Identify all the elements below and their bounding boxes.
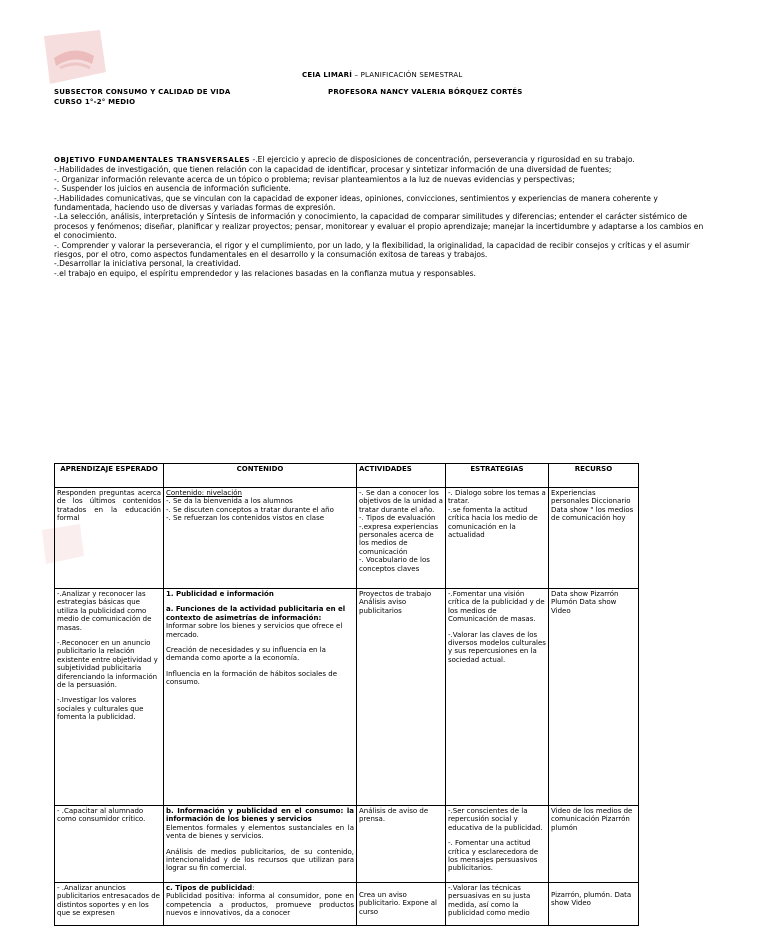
contenido-line: -. Se refuerzan los contenidos vistos en clase — [166, 514, 325, 523]
header-contenido: CONTENIDO — [164, 464, 357, 488]
objetivo-item: -.el trabajo en equipo, el espíritu emprendedor y las relaciones basadas en la confianza mutua y responsables. — [54, 268, 476, 278]
objetivo-item: -. Suspender los juicios en ausencia de información suficiente. — [54, 184, 291, 194]
cell-aprendizaje: Responden preguntas acerca de los últimos contenidos tratados en la educación formal — [55, 488, 164, 589]
cell-contenido — [164, 488, 357, 589]
subsector-label: SUBSECTOR CONSUMO Y CALIDAD DE VIDA — [54, 88, 231, 96]
cell-recurso: Experiencias personales Diccionario Data show " los medios de comunicación hoy — [549, 488, 639, 589]
objetivos-section — [54, 155, 710, 278]
cell-aprendizaje: -.Analizar y reconocer las estrategias básicas que utiliza la publicidad como medio de comunicación de masas. -.Reconocer en un anuncio publicitario la relación existente entre objetividad y subjetividad publicitaria diferenciando la información de la persuasión. -.Investigar los valores sociales y culturales que fomenta la publicidad. — [55, 589, 164, 806]
cell-recurso: Pizarrón, plumón. Data show Video — [549, 883, 639, 926]
curso-label: CURSO 1°-2° MEDIO — [54, 98, 136, 106]
contenido-title: c. Tipos de publicidad: — [166, 884, 255, 892]
cell-recurso: Data show Pizarrón Plumón Data show Video — [549, 589, 639, 806]
table-row — [55, 806, 639, 883]
cell-contenido: c. Tipos de publicidad: Publicidad positiva: informa al consumidor, pone en competencia a productos, promueve productos nuevos e innovativos, da a conocer — [164, 883, 357, 926]
cell-contenido: b. Información y publicidad en el consumo: la información de los bienes y servicios Elementos formales y elementos sustanciales en la venta de bienes y servicios. Análisis de medios publicitarios, de su contenido, intencionalidad y de los recursos que utilizan para lograr su fin comercial. — [164, 806, 357, 883]
cell-recurso: Video de los medios de comunicación Pizarrón plumón — [549, 806, 639, 883]
objetivos-intro: OBJETIVO FUNDAMENTALES TRANSVERSALES -.El ejercicio y aprecio de disposiciones de concentración, perseverancia y rigurosidad en su trabajo. — [54, 155, 635, 164]
cell-aprendizaje: - .Capacitar al alumnado como consumidor crítico. — [55, 806, 164, 883]
contenido-line: -. Se discuten conceptos a tratar durante el año — [166, 505, 334, 514]
header-estrategias: ESTRATEGIAS — [446, 464, 549, 488]
objetivo-item: -.La selección, análisis, interpretación y Síntesis de información y conocimiento, la capacidad de comparar similitudes y diferencias; entender el carácter sistémico de procesos y fenómenos; diseñar, planificar y realizar proyectos; pensar, monitorear y evaluar el propio aprendizaje; manejar la incertidumbre y adaptarse a los cambios en el conocimiento. — [54, 212, 704, 241]
document-title: CEIA LIMARÍ – PLANIFICACIÓN SEMESTRAL — [302, 71, 463, 79]
cell-contenido: 1. Publicidad e información a. Funciones de la actividad publicitaria en el contexto de asimetrías de información: Informar sobre los bienes y servicios que ofrece el mercado. Creación de necesidades y su influencia en la demanda como aporte a la economía. Influencia en la formación de hábitos sociales de consumo. — [164, 589, 357, 806]
contenido-title: Contenido: nivelación — [166, 489, 242, 497]
cell-actividades: -. Se dan a conocer los objetivos de la unidad a tratar durante el año. -. Tipos de evaluación -.expresa experiencias personales acerca de los medios de comunicación -. Vocabulario de los conceptos claves — [357, 488, 446, 589]
objetivo-item: -. Organizar información relevante acerca de un tópico o problema; revisar planteamientos a la luz de nuevas evidencias y perspectivas; — [54, 174, 575, 184]
cell-aprendizaje: - .Analizar anuncios publicitarios entresacados de distintos soportes y en los que se expresen — [55, 883, 164, 926]
contenido-title: 1. Publicidad e información — [166, 590, 274, 598]
table-header-row — [55, 464, 639, 488]
contenido-subtitle: a. Funciones de la actividad publicitaria en el contexto de asimetrías de información: — [166, 605, 346, 622]
school-logo-watermark — [40, 28, 110, 90]
objetivos-label: OBJETIVO FUNDAMENTALES TRANSVERSALES — [54, 156, 251, 164]
profesora-label: PROFESORA NANCY VALERIA BÓRQUEZ CORTÉS — [328, 88, 523, 96]
objetivo-item: -.Habilidades comunicativas, que se vinculan con la capacidad de exponer ideas, opiniones, convicciones, sentimientos y experiencias de manera coherente y fundamentada, haciendo uso de diversas y variadas formas de expresión. — [54, 193, 658, 213]
objetivo-item: -.Habilidades de investigación, que tienen relación con la capacidad de identificar, procesar y sintetizar información de una diversidad de fuentes; — [54, 165, 612, 175]
cell-estrategias: -.Fomentar una visión crítica de la publicidad y de los medios de Comunicación de masas. -.Valorar las claves de los diversos modelos culturales y sus repercusiones en la sociedad actual. — [446, 589, 549, 806]
cell-actividades: Análisis de aviso de prensa. — [357, 806, 446, 883]
contenido-line: -. Se da la bienvenida a los alumnos — [166, 497, 293, 506]
cell-actividades: Proyectos de trabajo Análisis aviso publicitarios — [357, 589, 446, 806]
objetivo-item: -. Comprender y valorar la perseverancia, el rigor y el cumplimiento, por un lado, y la flexibilidad, la originalidad, la capacidad de recibir consejos y críticas y el asumir riesgos, por el otro, como aspectos fundamentales en el desarrollo y la consumación exitosa de tareas y trabajos. — [54, 240, 690, 260]
contenido-title: b. Información y publicidad en el consumo: la información de los bienes y servicios — [166, 807, 354, 824]
cell-estrategias: -.Ser conscientes de la repercusión social y educativa de la publicidad. -. Fomentar una actitud crítica y esclarecedora de los mensajes persuasivos publicitarios. — [446, 806, 549, 883]
header-recurso: RECURSO — [549, 464, 639, 488]
header-actividades: ACTIVIDADES — [357, 464, 446, 488]
table-row — [55, 488, 639, 589]
header-aprendizaje: APRENDIZAJE ESPERADO — [55, 464, 164, 488]
table-row — [55, 589, 639, 806]
cell-actividades: Crea un aviso publicitario. Expone al curso — [357, 883, 446, 926]
objetivo-item: -.Desarrollar la iniciativa personal, la creatividad. — [54, 259, 241, 269]
cell-estrategias: -.Valorar las técnicas persuasivas en su justa medida, así como la publicidad como medio — [446, 883, 549, 926]
planning-table — [54, 463, 639, 926]
table-row — [55, 883, 639, 926]
cell-estrategias: -. Dialogo sobre los temas a tratar. -.se fomenta la actitud crítica hacia los medio de comunicación en la actualidad — [446, 488, 549, 589]
